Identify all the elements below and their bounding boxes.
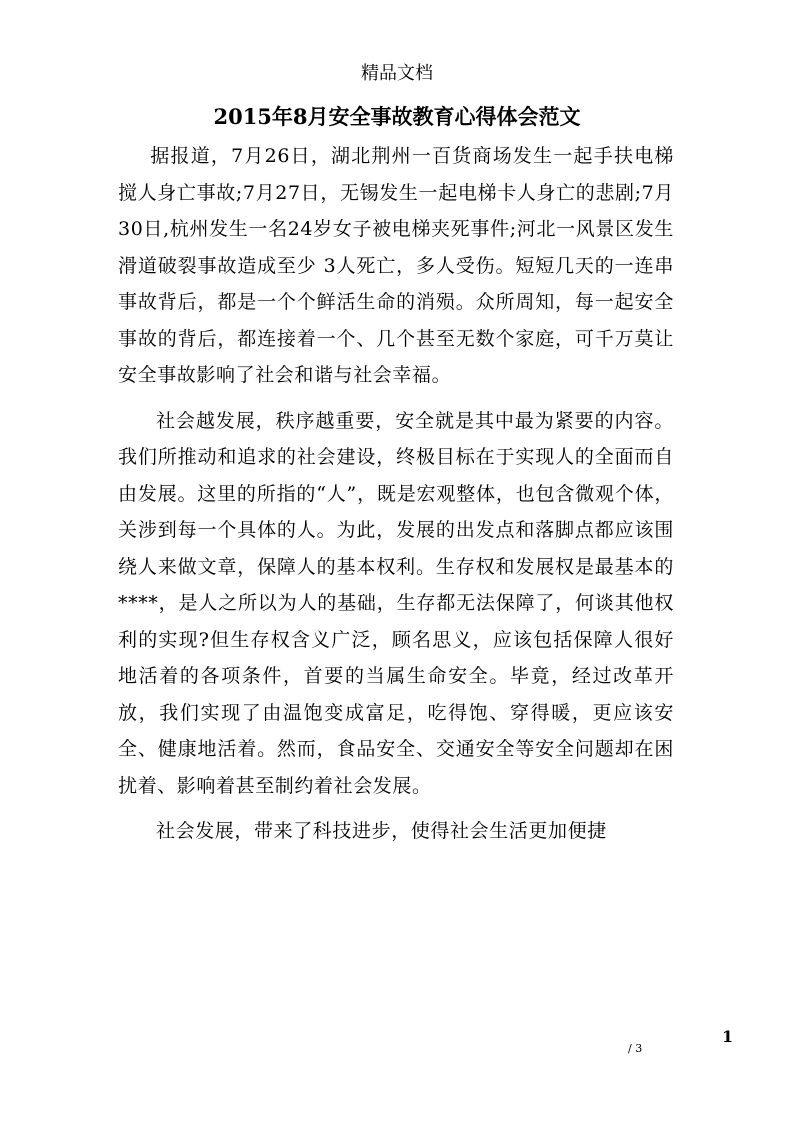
paragraph-3: 社会发展，带来了科技进步，使得社会生活更加便捷 <box>156 820 607 842</box>
document-title: 2015年8月安全事故教育心得体会范文 <box>213 104 581 129</box>
page-number: 1 <box>722 1027 734 1046</box>
paragraph-2: 社会越发展，秩序越重要，安全就是其中最为紧要的内容。我们所推动和追求的社会建设，终极目标在于实现人的全面而自由发展。这里的所指的“人”，既是宏观整体，也包含微观个体，关涉到每一个具体的人。为此，发展的出发点和落脚点都应该围绕人来做文章，保障人的基本权利。生存权和发展权是最基本的****，是人之所以为人的基础，生存都无法保障了，何谈其他权利的实现?但生存权含义广泛，顾名思义，应该包括保障人很好地活着的各项条件，首要的当属生命安全。毕竟，经过改革开放，我们实现了由温饱变成富足，吃得饱、穿得暖，更应该安全、健康地活着。然而，食品安全、交通安全等安全问题却在困扰着、影响着甚至制约着社会发展。 <box>118 409 674 797</box>
document-header: 精品文档 <box>361 63 433 84</box>
page-total: / 3 <box>628 1042 643 1055</box>
paragraph-1: 据报道，7月26日，湖北荆州一百货商场发生一起手扶电梯搅人身亡事故;7月27日，无锡发生一起电梯卡人身亡的悲剧;7月30日,杭州发生一名24岁女子被电梯夹死事件;河北一风景区发生滑道破裂事故造成至少 3人死亡，多人受伤。短短几天的一连串事故背后，都是一个个鲜活生命的消殒。众所周知，每一起安全事故的背后，都连接着一个、几个甚至无数个家庭，可千万莫让安全事故影响了社会和谐与社会幸福。 <box>118 145 674 386</box>
document-body <box>118 138 674 850</box>
